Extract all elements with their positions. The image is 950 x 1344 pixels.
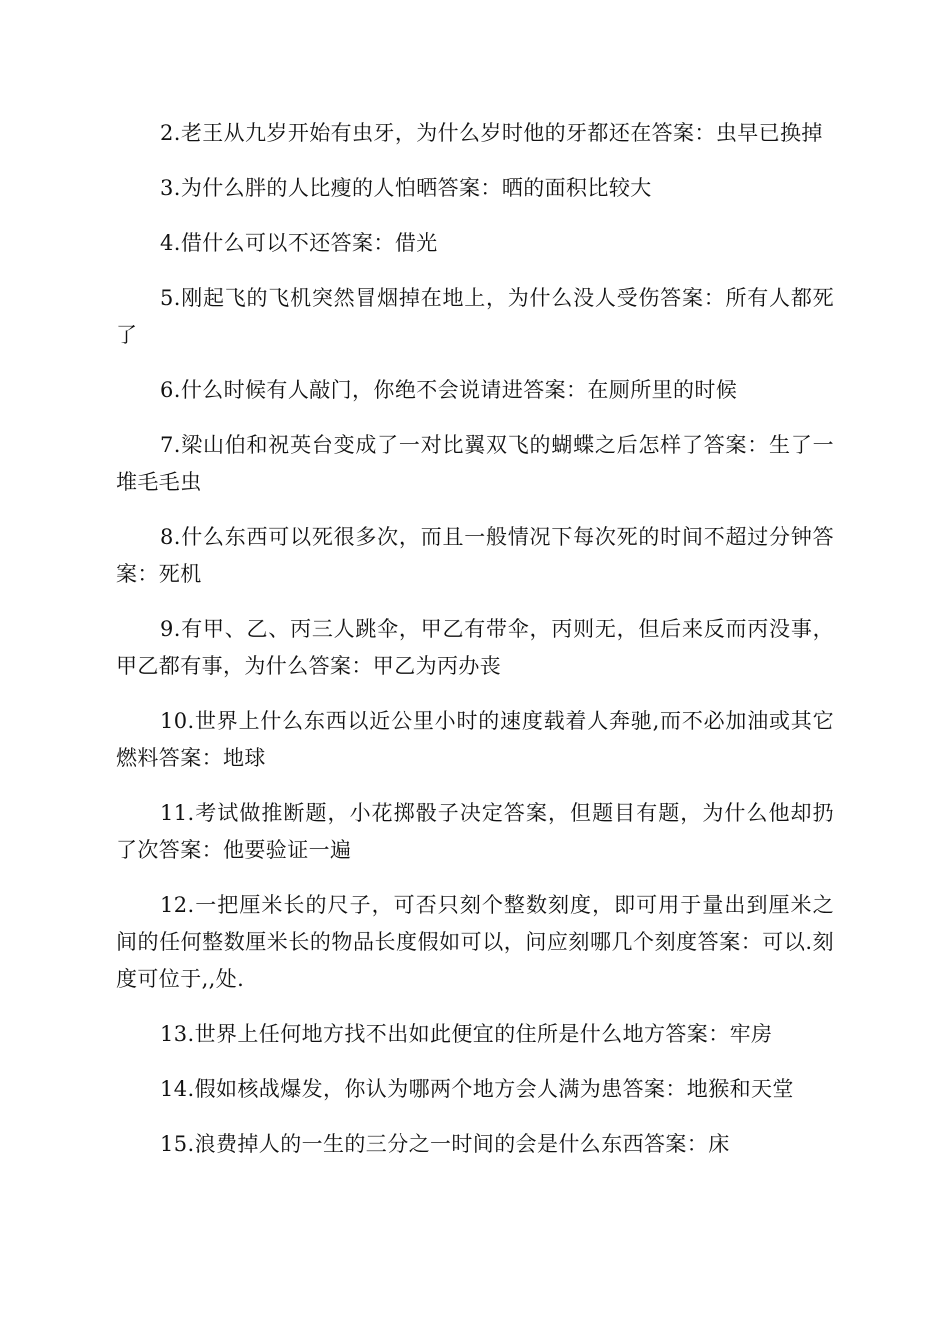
paragraph-riddle-6: 6.什么时候有人敲门，你绝不会说请进答案：在厕所里的时候 (160, 378, 738, 402)
paragraph-riddle-2: 2.老王从九岁开始有虫牙，为什么岁时他的牙都还在答案：虫早已换掉 (160, 121, 823, 145)
document-body (116, 115, 834, 1181)
paragraph-riddle-3: 3.为什么胖的人比瘦的人怕晒答案：晒的面积比较大 (160, 176, 652, 200)
paragraph-riddle-14: 14.假如核战爆发，你认为哪两个地方会人满为患答案：地猴和天堂 (160, 1077, 794, 1101)
paragraph-riddle-9: 9.有甲、乙、丙三人跳伞，甲乙有带伞，丙则无，但后来反而丙没事，甲乙都有事，为什么答案：甲乙为丙办丧 (116, 617, 834, 678)
paragraph-riddle-7: 7.梁山伯和祝英台变成了一对比翼双飞的蝴蝶之后怎样了答案：生了一堆毛毛虫 (116, 433, 834, 494)
paragraph-riddle-13: 13.世界上任何地方找不出如此便宜的住所是什么地方答案：牢房 (160, 1022, 773, 1046)
paragraph-riddle-8: 8.什么东西可以死很多次，而且一般情况下每次死的时间不超过分钟答案：死机 (116, 525, 834, 586)
paragraph-riddle-5: 5.刚起飞的飞机突然冒烟掉在地上，为什么没人受伤答案：所有人都死了 (116, 286, 834, 347)
paragraph-riddle-12: 12.一把厘米长的尺子，可否只刻个整数刻度，即可用于量出到厘米之间的任何整数厘米长的物品长度假如可以，问应刻哪几个刻度答案：可以.刻度可位于,,处. (116, 893, 834, 991)
paragraph-riddle-4: 4.借什么可以不还答案：借光 (160, 231, 438, 255)
paragraph-riddle-10: 10.世界上什么东西以近公里小时的速度载着人奔驰,而不必加油或其它燃料答案：地球 (116, 709, 834, 770)
paragraph-riddle-15: 15.浪费掉人的一生的三分之一时间的会是什么东西答案：床 (160, 1132, 730, 1156)
paragraph-riddle-11: 11.考试做推断题，小花掷骰子决定答案，但题目有题，为什么他却扔了次答案：他要验证一遍 (116, 801, 834, 862)
